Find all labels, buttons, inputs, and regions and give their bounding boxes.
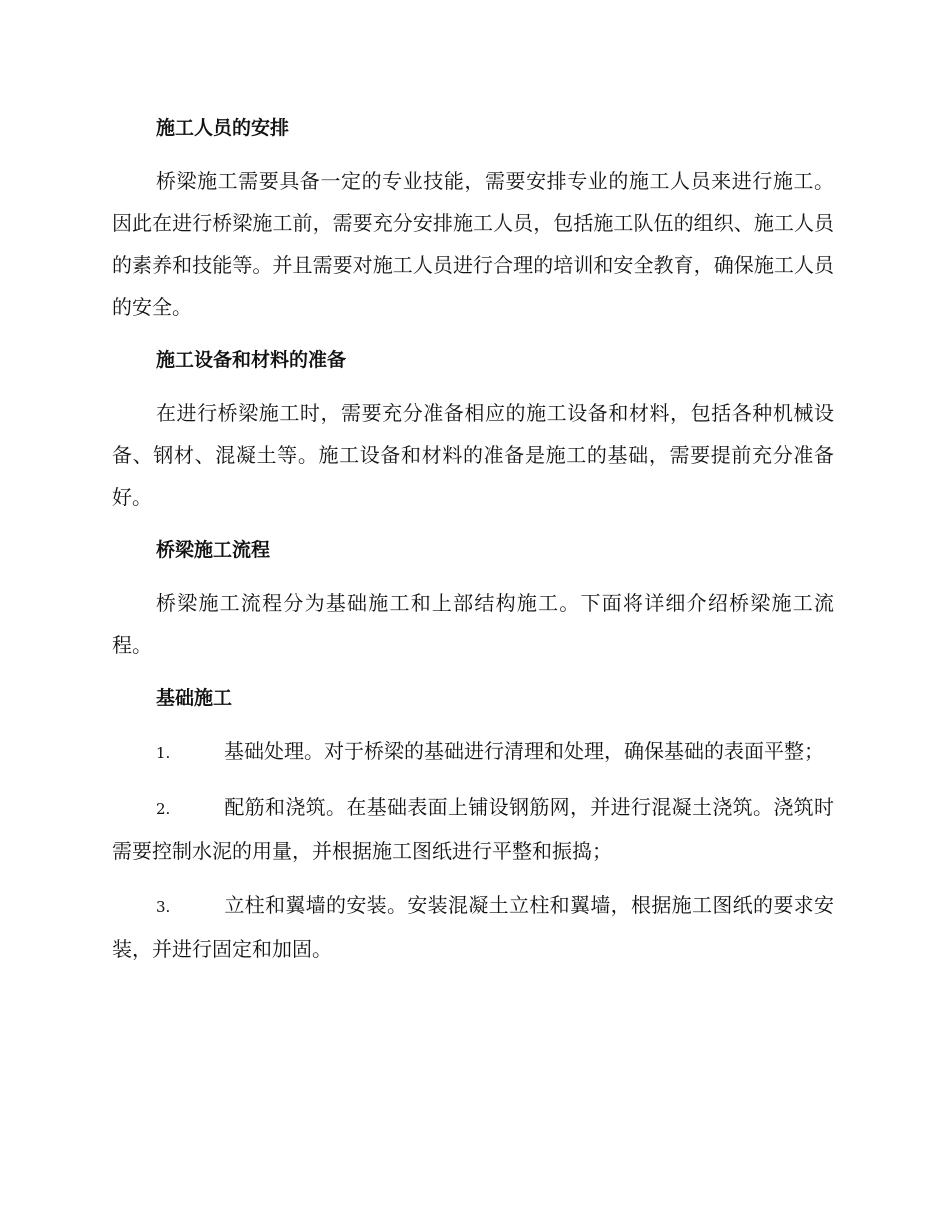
paragraph-equipment: 在进行桥梁施工时，需要充分准备相应的施工设备和材料，包括各种机械设备、钢材、混凝土等。施工设备和材料的准备是施工的基础，需要提前充分准备好。 [112, 401, 834, 509]
section-heading-process: 桥梁施工流程 [156, 539, 271, 561]
list-item-text: 基础处理。对于桥梁的基础进行清理和处理，确保基础的表面平整； [224, 739, 824, 763]
list-item [112, 730, 834, 774]
section-heading-personnel: 施工人员的安排 [156, 117, 290, 139]
list-item [112, 786, 834, 872]
section-heading-foundation: 基础施工 [156, 687, 233, 709]
section-heading-equipment: 施工设备和材料的准备 [156, 349, 347, 371]
list-item [112, 884, 834, 970]
list-item-number: 3. [156, 898, 171, 916]
list-item-text: 配筋和浇筑。在基础表面上铺设钢筋网，并进行混凝土浇筑。浇筑时需要控制水泥的用量，并根据施工图纸进行平整和振捣； [112, 795, 834, 863]
document-page [112, 108, 834, 982]
paragraph-process: 桥梁施工流程分为基础施工和上部结构施工。下面将详细介绍桥梁施工流程。 [112, 591, 834, 657]
list-item-text: 立柱和翼墙的安装。安装混凝土立柱和翼墙，根据施工图纸的要求安装，并进行固定和加固。 [112, 893, 834, 961]
list-item-number: 1. [156, 744, 171, 762]
list-item-number: 2. [156, 800, 171, 818]
paragraph-personnel: 桥梁施工需要具备一定的专业技能，需要安排专业的施工人员来进行施工。因此在进行桥梁施工前，需要充分安排施工人员，包括施工队伍的组织、施工人员的素养和技能等。并且需要对施工人员进行合理的培训和安全教育，确保施工人员的安全。 [112, 169, 834, 319]
